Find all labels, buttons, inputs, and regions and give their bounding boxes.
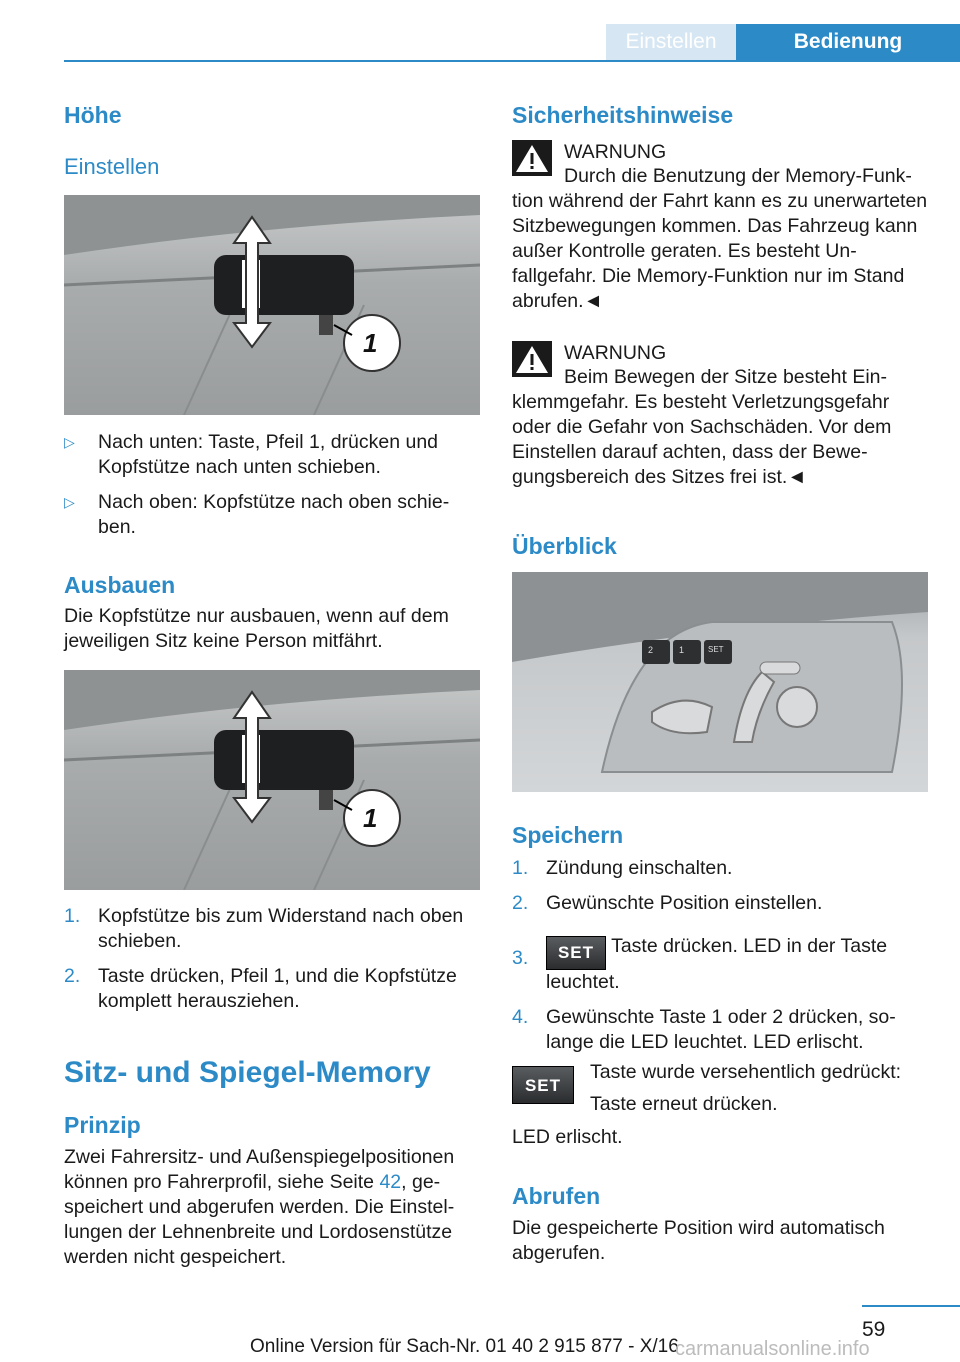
list-item: 1. Zündung einschalten. [512,857,733,879]
seat-control-photo [512,572,928,792]
footer-online-version: Online Version für Sach-Nr. 01 40 2 915 877 - X/16 [250,1336,679,1357]
set-button-icon: SET [512,1066,574,1104]
set-button-icon: SET [546,936,606,970]
warning-triangle-icon [512,140,552,176]
headrest-photo-1 [64,195,480,415]
header-rule [64,60,960,62]
warning-block-2 [512,341,928,490]
list-item: 4. Gewünschte Taste 1 oder 2 drücken, solange die LED leuchtet. LED erlischt. [512,1005,896,1053]
list-item: ▷ Nach unten: Taste, Pfeil 1, drücken und Kopfstütze nach unten schieben. [64,431,439,478]
headrest-photo-2 [64,670,480,890]
warning-text: Beim Bewegen der Sitze besteht Einklemmgefahr. Es besteht Verletzungsgefahr oder die Gefahr von Sachschäden. Vor dem Einstellen darauf achten, dass der Bewegungsbereich des Sitzes frei ist.◄ [512,366,892,488]
heading-hoehe: Höhe [64,102,122,128]
triangle-bullet-icon: ▷ [64,494,75,510]
headrest-illustration [64,195,480,415]
heading-einstellen: Einstellen [64,154,160,179]
list-item: 2. Gewünschte Position einstellen. [512,892,823,914]
triangle-bullet-icon: ▷ [64,434,75,450]
callout-1: 1 [363,803,378,833]
warning-title: WARNUNG [564,342,667,364]
heading-ausbauen: Ausbauen [64,572,176,598]
list-item: 1. Kopfstütze bis zum Widerstand nach oben schieben. [64,905,464,952]
paragraph-abrufen: Die gespeicherte Position wird automatisch abgerufen. [512,1217,885,1264]
heading-abrufen: Abrufen [512,1183,601,1209]
warning-text: Durch die Benutzung der Memory-Funktion während der Fahrt kann es zu unerwarteten Sitzbewegungen kommen. Das Fahrzeug kann außer Kontrolle geraten. Es besteht Unfallgefahr. Die Memory-Funktion nur im Stand abrufen.◄ [512,165,928,312]
heading-sitz-spiegel-memory: Sitz- und Spiegel-Memory [64,1056,431,1089]
paragraph-ausbauen: Die Kopfstütze nur ausbauen, wenn auf dem jeweiligen Sitz keine Person mitfährt. [64,605,449,652]
save-steps-list [512,856,928,1065]
paragraph-prinzip: Zwei Fahrersitz- und Außenspiegelpositionen können pro Fahrerprofil, siehe Seite 42, gespeichert und abgerufen werden. Die Einstellungen der Lehnenbreite und Lordosenstütze werden nicht gespeichert. [64,1146,455,1268]
callout-1: 1 [363,328,378,358]
heading-sicherheitshinweise: Sicherheitshinweise [512,102,734,128]
header-tab-bedienung: Bedienung [736,24,960,60]
panel-button-set: SET [708,645,724,654]
page-number: 59 [862,1318,886,1341]
height-bullet-list [64,430,480,550]
list-item: 2. Taste drücken, Pfeil 1, und die Kopfstütze komplett herausziehen. [64,965,457,1012]
led-text: LED erlischt. [512,1126,623,1148]
heading-prinzip: Prinzip [64,1112,141,1138]
remove-steps-list [64,904,480,1024]
panel-button-1: 1 [679,645,685,655]
footer-rule [862,1305,960,1307]
seat-control-illustration [512,572,928,792]
warning-triangle-icon [512,341,552,377]
note-line-2: Taste erneut drücken. [590,1093,778,1115]
note-line-1: Taste wurde versehentlich gedrückt: [590,1061,902,1083]
list-item: ▷ Nach oben: Kopfstütze nach oben schieben. [64,491,450,538]
header-tab-einstellen: Einstellen [606,24,736,60]
heading-speichern: Speichern [512,822,624,848]
warning-title: WARNUNG [564,141,667,163]
panel-button-2: 2 [648,645,654,655]
heading-ueberblick: Überblick [512,533,617,559]
page-link-42[interactable]: 42 [379,1171,402,1193]
note-block [512,1060,928,1150]
headrest-illustration [64,670,480,890]
list-item: 3. SET Taste drücken. LED in der Taste leuchtet. [512,935,888,993]
warning-block-1 [512,140,928,314]
watermark: carmanualsonline.info [675,1338,870,1360]
